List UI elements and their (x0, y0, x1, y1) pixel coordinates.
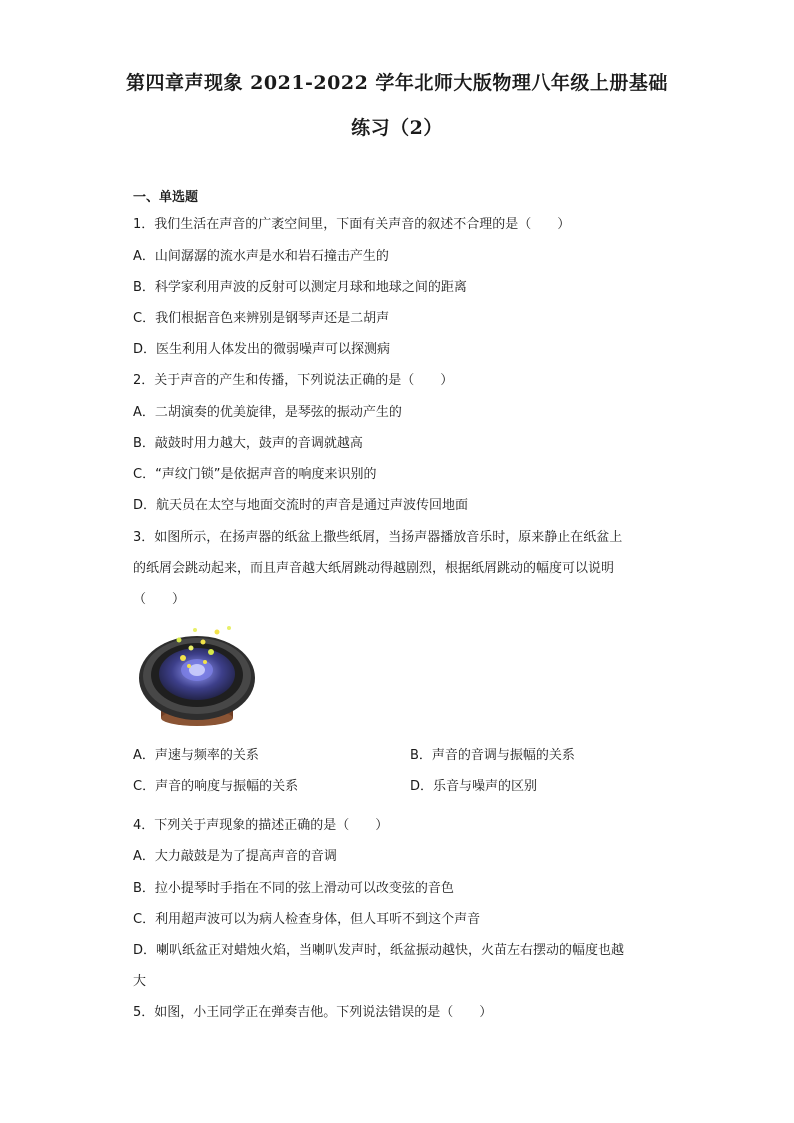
document-title-line-2: 练习（2） (351, 117, 443, 139)
question-2-option-a: A．二胡演奏的优美旋律，是琴弦的振动产生的 (133, 405, 402, 420)
question-1-option-b: B．科学家利用声波的反射可以测定月球和地球之间的距离 (133, 280, 467, 295)
question-1-option-d: D．医生利用人体发出的微弱噪声可以探测病 (133, 342, 391, 357)
question-3-option-b: B．声音的音调与振幅的关系 (410, 748, 575, 763)
question-3-stem-line-1: 3．如图所示，在扬声器的纸盆上撒些纸屑，当扬声器播放音乐时，原来静止在纸盆上 (133, 530, 623, 545)
question-2-option-d: D．航天员在太空与地面交流时的声音是通过声波传回地面 (133, 498, 469, 513)
question-1-option-c: C．我们根据音色来辨别是钢琴声还是二胡声 (133, 311, 390, 326)
question-2-option-c: C．“声纹门锁”是依据声音的响度来识别的 (133, 467, 377, 482)
question-1-stem: 1．我们生活在声音的广袤空间里，下面有关声音的叙述不合理的是（ ） (133, 217, 571, 232)
question-4-option-c: C．利用超声波可以为病人检查身体，但人耳听不到这个声音 (133, 912, 481, 927)
question-5-stem: 5．如图，小王同学正在弹奏吉他。下列说法错误的是（ ） (133, 1005, 493, 1020)
question-3-stem-line-3: （ ） (133, 592, 186, 607)
speaker-figure (133, 618, 261, 736)
question-2-option-b: B．敲鼓时用力越大，鼓声的音调就越高 (133, 436, 363, 451)
section-heading: 一、单选题 (133, 190, 199, 205)
question-3-option-a: A．声速与频率的关系 (133, 748, 259, 763)
question-3-option-c: C．声音的响度与振幅的关系 (133, 779, 299, 794)
question-3-option-d: D．乐音与噪声的区别 (410, 779, 538, 794)
question-4-stem: 4．下列关于声现象的描述正确的是（ ） (133, 818, 389, 833)
question-4-option-d-continued: 大 (133, 974, 147, 989)
document-title-line-1: 第四章声现象 2021-2022 学年北师大版物理八年级上册基础 (126, 72, 668, 94)
question-3-stem-line-2: 的纸屑会跳动起来，而且声音越大纸屑跳动得越剧烈，根据纸屑跳动的幅度可以说明 (133, 561, 615, 576)
question-4-option-d: D．喇叭纸盆正对蜡烛火焰，当喇叭发声时，纸盆振动越快，火苗左右摆动的幅度也越 (133, 943, 625, 958)
question-2-stem: 2．关于声音的产生和传播，下列说法正确的是（ ） (133, 373, 454, 388)
question-4-option-b: B．拉小提琴时手指在不同的弦上滑动可以改变弦的音色 (133, 881, 454, 896)
question-4-option-a: A．大力敲鼓是为了提高声音的音调 (133, 849, 337, 864)
question-1-option-a: A．山间潺潺的流水声是水和岩石撞击产生的 (133, 249, 389, 264)
